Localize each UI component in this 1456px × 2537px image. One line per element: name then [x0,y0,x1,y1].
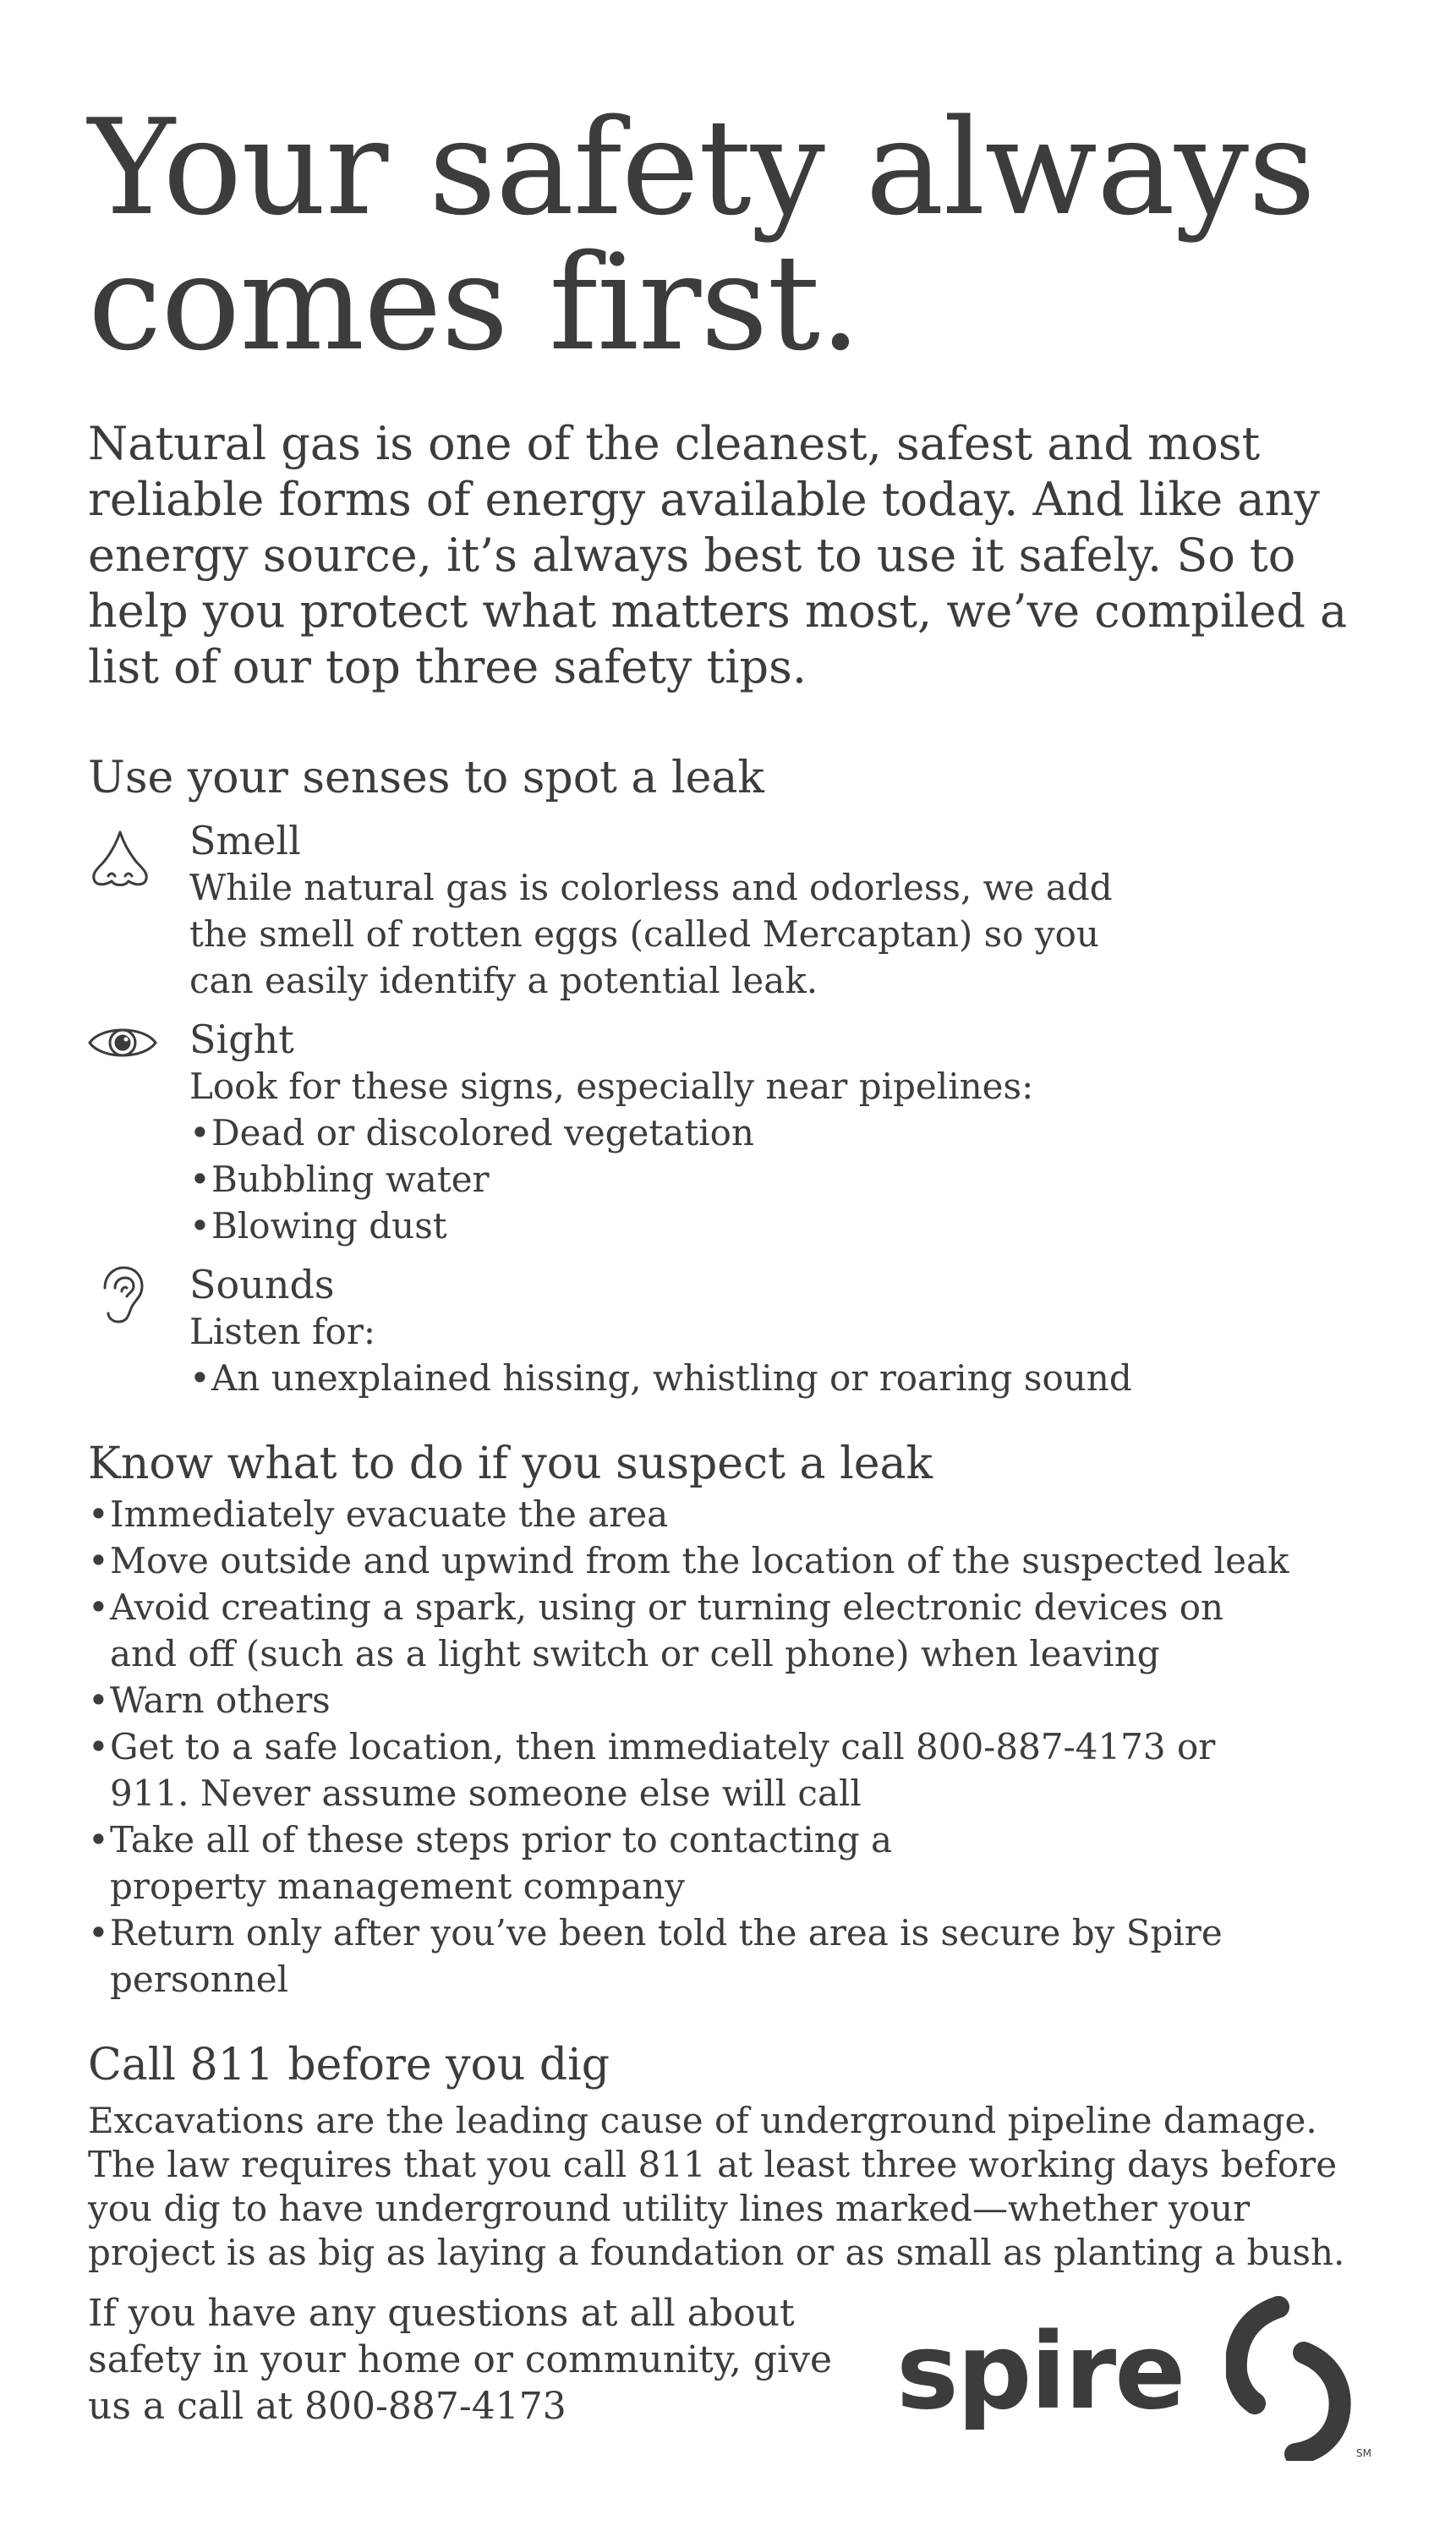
sight-tip [88,1016,1368,1249]
smell-tip [88,817,1368,1004]
list-item: • Return only after you’ve been told the area is secure by Spire personnel [88,1910,1305,2003]
service-mark: SM [1356,2447,1371,2459]
list-item: • Warn others [88,1677,1305,1723]
sight-intro: Look for these signs, especially near pipelines: [189,1066,1034,1107]
dig-heading: Call 811 before you dig [88,2040,610,2090]
nose-icon [88,827,152,891]
spire-logo [896,2292,1375,2469]
list-item: • Move outside and upwind from the location of the suspected leak [88,1537,1305,1584]
logo-wordmark: spire [896,2311,1185,2433]
list-item: • An unexplained hissing, whistling or roaring sound [189,1355,1368,1401]
list-item: • Avoid creating a spark, using or turning electronic devices on and off (such as a light switch or cell phone) when leaving [88,1584,1251,1677]
ear-icon [88,1263,152,1327]
sounds-title: Sounds [189,1262,335,1307]
leak-heading: Know what to do if you suspect a leak [88,1438,933,1489]
sight-title: Sight [189,1016,294,1062]
dig-paragraph: Excavations are the leading cause of underground pipeline damage. The law requires that you call 811 at least three working days before you dig to have underground utility lines marked—whether your project is as big as laying a foundation or as small as planting a bush. [88,2100,1345,2273]
list-item: • Blowing dust [189,1203,1368,1249]
sounds-intro: Listen for: [189,1311,376,1352]
headline: Your safety always comes first. [88,90,1316,380]
leak-list [88,1491,1305,2003]
smell-title: Smell [189,818,301,863]
sounds-tip [88,1261,1368,1401]
sight-list [189,1110,1368,1249]
list-item: • Bubbling water [189,1156,1368,1203]
list-item: • Get to a safe location, then immediately call 800-887-4173 or 911. Never assume someone else will call [88,1723,1251,1816]
list-item: • Dead or discolored vegetation [189,1110,1368,1156]
intro-paragraph: Natural gas is one of the cleanest, safest and most reliable forms of energy available today. And like any energy source, it’s always best to use it safely. So to help you protect what matters most, we’ve compiled a list of our top three safety tips. [88,417,1348,693]
spire-mark-icon [1226,2292,1353,2461]
contact-text: If you have any questions at all about safety in your home or community, give us a call at 800-887-4173 [88,2292,832,2428]
list-item: • Take all of these steps prior to contacting a property management company [88,1816,1040,1910]
eye-icon [86,1011,159,1075]
smell-text: While natural gas is colorless and odorless, we add the smell of rotten eggs (called Mercaptan) so you can easily identify a potential leak. [189,867,1113,1001]
senses-heading: Use your senses to spot a leak [88,753,764,803]
sounds-list [189,1355,1368,1401]
list-item: • Immediately evacuate the area [88,1491,1305,1537]
